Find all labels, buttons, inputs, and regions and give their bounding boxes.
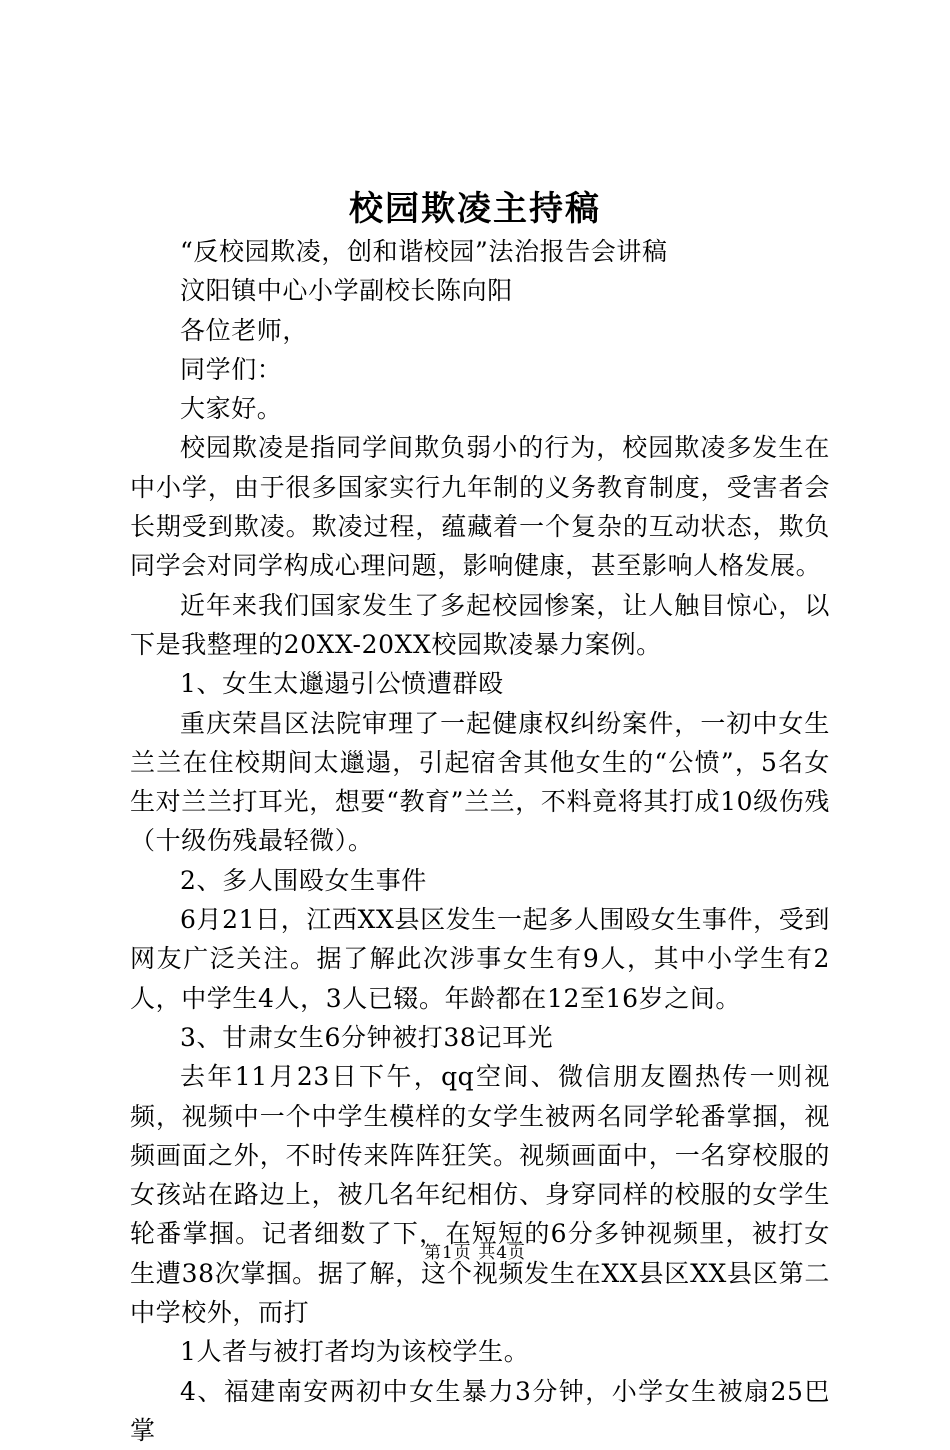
paragraph-speaker: 汶阳镇中心小学副校长陈向阳: [180, 276, 513, 306]
paragraph-intro-cases: 近年来我们国家发生了多起校园惨案，让人触目惊心，以下是我整理的20XX-20XX校园欺凌暴力案例。: [130, 590, 830, 659]
case-3-body: 去年11月23日下午，qq空间、微信朋友圈热传一则视频，视频中一个中学生模样的女学生被两名同学轮番掌掴，视频画面之外，不时传来阵阵狂笑。视频画面中，一名穿校服的女孩站在路边上，被几名年纪相仿、身穿同样的校服的女学生轮番掌掴。记者细数了下，在短短的6分多钟视频里，被打女生遭38次掌掴。据了解，这个视频发生在XX县区XX县区第二中学校外，而打: [130, 1062, 830, 1328]
case-2-heading: 2、多人围殴女生事件: [180, 865, 427, 895]
case-1-body: 重庆荣昌区法院审理了一起健康权纠纷案件，一初中女生兰兰在住校期间太邋遢，引起宿舍其他女生的“公愤”，5名女生对兰兰打耳光，想要“教育”兰兰，不料竟将其打成10级伤残（十级伤残最轻微）。: [130, 708, 830, 856]
document-body: [130, 232, 830, 1450]
case-1-heading: 1、女生太邋遢引公愤遭群殴: [180, 669, 504, 699]
case-4-heading: 4、福建南安两初中女生暴力3分钟，小学女生被扇25巴掌: [130, 1376, 830, 1445]
paragraph-report-title: “反校园欺凌，创和谐校园”法治报告会讲稿: [180, 237, 668, 266]
paragraph-greeting-teachers: 各位老师，: [180, 315, 309, 345]
case-2-body: 6月21日，江西XX县区发生一起多人围殴女生事件，受到网友广泛关注。据了解此次涉事女生有9人，其中小学生有2人，中学生4人，3人已辍。年龄都在12至16岁之间。: [130, 905, 830, 1013]
page-number-footer: 第1页 共4页: [423, 1243, 527, 1263]
case-3-body-continued: 1人者与被打者均为该校学生。: [180, 1337, 530, 1367]
case-3-heading: 3、甘肃女生6分钟被打38记耳光: [180, 1022, 554, 1052]
document-title: 校园欺凌主持稿: [349, 189, 601, 229]
paragraph-definition: 校园欺凌是指同学间欺负弱小的行为，校园欺凌多发生在中小学，由于很多国家实行九年制的义务教育制度，受害者会长期受到欺凌。欺凌过程，蕴藏着一个复杂的互动状态，欺负同学会对同学构成心理问题，影响健康，甚至影响人格发展。: [130, 433, 830, 581]
paragraph-greeting-students: 同学们：: [180, 354, 283, 384]
paragraph-hello: 大家好。: [180, 394, 283, 424]
